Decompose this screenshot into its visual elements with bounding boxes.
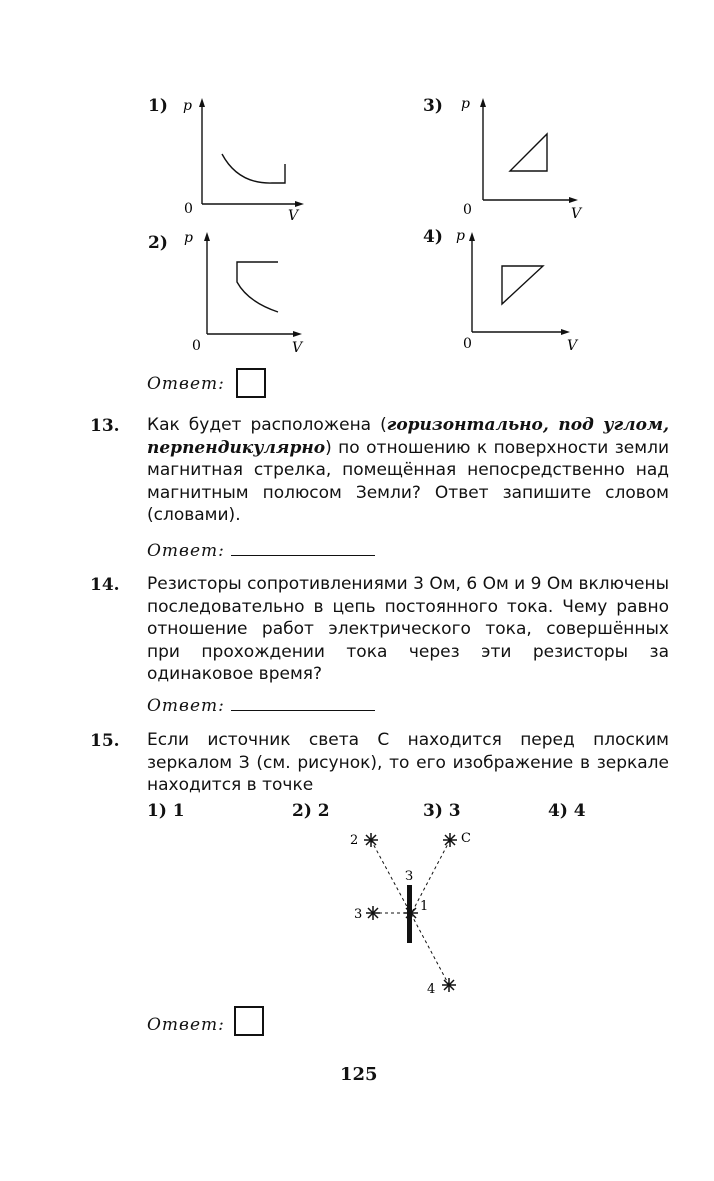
q14-number: 14. [90,575,120,595]
label-2: 2 [350,833,359,848]
graph-4-triangle [502,266,543,304]
q15-number: 15. [90,731,120,751]
graph-3-x-axis: V [571,206,582,222]
ray-1-4 [411,914,449,985]
answer-label-q12: Ответ: [147,374,225,394]
graph-2-x-axis: V [292,340,303,356]
graph-4-label: 4) [423,227,443,247]
q15-option-4: 4) 4 [548,801,586,821]
graph-2-origin: 0 [192,338,201,354]
graph-2-label: 2) [148,233,168,253]
point-1-star [404,906,418,920]
graph-1-curve [222,154,285,183]
graph-2-y-axis: p [184,230,193,246]
graph-1-x-axis: V [288,208,299,224]
graph-1-label: 1) [148,96,168,116]
label-3: 3 [354,907,363,922]
graph-4 [452,226,584,356]
q15-option-2: 2) 2 [292,801,330,821]
graph-2-curve [237,262,278,312]
graph-3-label: 3) [423,96,443,116]
q13-emphasis: горизонтально, под углом, перпендикулярно [147,415,669,458]
graph-3-triangle [510,134,547,171]
graph-4-y-axis: p [456,228,465,244]
ray-c-1 [411,840,450,914]
point-3-star [366,906,380,920]
graph-4-x-axis: V [567,338,578,354]
answer-box-q12[interactable] [236,368,266,398]
q13-number: 13. [90,416,120,436]
graph-4-origin: 0 [463,336,472,352]
label-4: 4 [427,982,436,997]
q15-option-1: 1) 1 [147,801,185,821]
answer-label-q15: Ответ: [147,1015,225,1035]
graph-1-y-axis: p [183,98,192,114]
q15-text: Если источник света С находится перед плоским зеркалом З (см. рисунок), то его изображение в зеркале находится в точке [147,730,669,796]
label-c: С [461,831,471,846]
label-1: 1 [420,899,429,914]
answer-label-q14: Ответ: [147,696,225,716]
graph-3 [456,92,588,224]
q13-text: Как будет расположена (горизонтально, под углом, перпендикулярно) по отношению к поверхности земли магнитная стрелка, помещённая непосредственно над магнитным полюсом Земли? Ответ запишите словом (словами). [147,415,669,526]
point-4-star [442,978,456,992]
answer-label-q13: Ответ: [147,541,225,561]
page-number: 125 [340,1064,378,1085]
label-mirror: З [405,869,414,884]
answer-line-q13[interactable] [231,555,375,556]
q15-option-3: 3) 3 [423,801,461,821]
mirror-diagram [340,825,490,1000]
answer-line-q14[interactable] [231,710,375,711]
graph-3-y-axis: p [461,96,470,112]
graph-2 [180,226,310,356]
graph-1-origin: 0 [184,201,193,217]
point-2-star [364,833,378,847]
graph-1 [180,92,310,224]
answer-box-q15[interactable] [234,1006,264,1036]
point-c-star [443,833,457,847]
graph-3-origin: 0 [463,202,472,218]
q14-text: Резисторы сопротивлениями 3 Ом, 6 Ом и 9 Ом включены последовательно в цепь постоянного тока. Чему равно отношение работ электрического тока, совершённых при прохождении тока через эти резисторы за одинаковое время? [147,574,669,685]
